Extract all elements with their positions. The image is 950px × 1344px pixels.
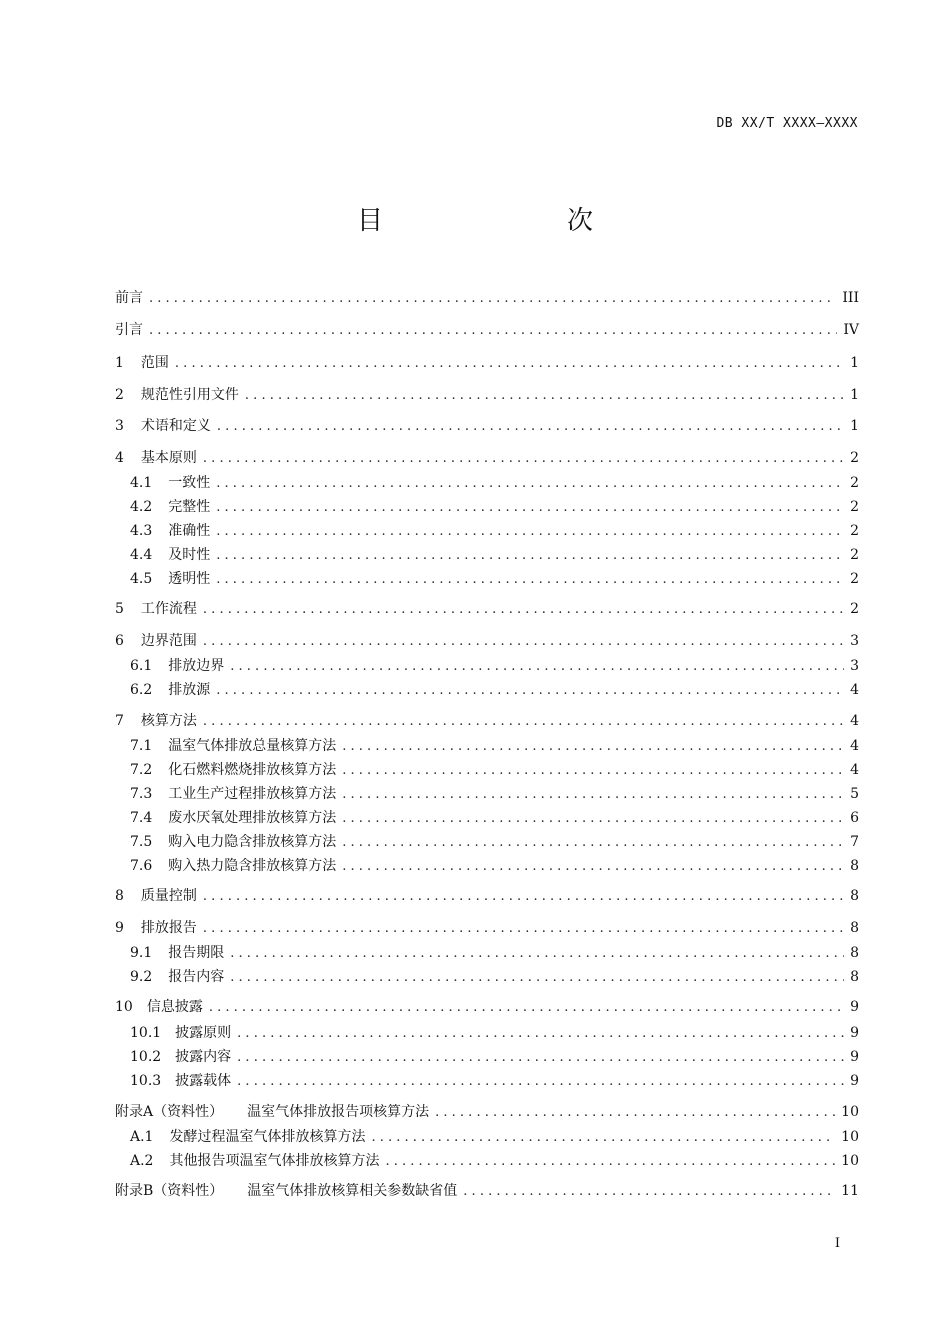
toc-entry[interactable]: [130, 759, 859, 781]
toc-entry[interactable]: [130, 1126, 859, 1148]
toc-dot-leader: [230, 946, 844, 961]
toc-entry-label: 透明性: [168, 571, 211, 587]
toc-entry-number: 10: [115, 999, 133, 1015]
toc-entry-page: 8: [850, 888, 859, 904]
toc-entry-label: 排放报告: [140, 920, 197, 936]
toc-entry-page: 2: [850, 601, 859, 617]
toc-entry-page: 6: [850, 810, 859, 826]
toc-entry-number: 7.5: [130, 834, 153, 850]
toc-dot-leader: [463, 1184, 835, 1199]
toc-dot-leader: [245, 388, 844, 403]
toc-entry-number: 7.3: [130, 786, 153, 802]
toc-dot-leader: [216, 524, 844, 539]
toc-dot-leader: [342, 763, 844, 778]
toc-dot-leader: [342, 859, 844, 874]
toc-entry-number: 2: [115, 387, 124, 403]
toc-dot-leader: [342, 811, 844, 826]
toc-entry-page: 1: [850, 355, 859, 371]
toc-entry-label: 购入热力隐含排放核算方法: [168, 858, 337, 874]
toc-entry-label: 排放源: [168, 682, 211, 698]
toc-dot-leader: [149, 323, 837, 338]
toc-entry-label: 发酵过程温室气体排放核算方法: [169, 1129, 366, 1145]
toc-entry-label: 温室气体排放核算相关参数缺省值: [247, 1183, 458, 1199]
toc-entry-page: 2: [850, 499, 859, 515]
toc-entry-label: 边界范围: [140, 633, 197, 649]
toc-entry-number: 4.1: [130, 475, 153, 491]
toc-entry-label: 范围: [140, 355, 169, 371]
toc-entry[interactable]: [115, 287, 859, 309]
toc-entry-page: 9: [850, 999, 859, 1015]
toc-entry-page: 3: [850, 658, 859, 674]
toc-dot-leader: [149, 291, 836, 306]
toc-entry-page: 3: [850, 633, 859, 649]
toc-entry[interactable]: [115, 917, 859, 939]
toc-entry-page: 5: [850, 786, 859, 802]
toc-entry-label: 引言: [115, 322, 143, 338]
toc-entry[interactable]: [130, 783, 859, 805]
toc-entry-page: 4: [850, 738, 859, 754]
toc-entry-number: 8: [115, 888, 124, 904]
toc-entry[interactable]: [115, 598, 859, 620]
toc-entry-page: 2: [850, 547, 859, 563]
toc-entry-label: 化石燃料燃烧排放核算方法: [168, 762, 337, 778]
toc-entry-number: 9: [115, 920, 124, 936]
toc-entry[interactable]: [130, 1046, 859, 1068]
document-code: DB XX/T XXXX—XXXX: [716, 116, 858, 131]
toc-entry[interactable]: [115, 710, 859, 732]
toc-entry-label: 基本原则: [140, 450, 197, 466]
toc-dot-leader: [237, 1026, 844, 1041]
toc-entry-number: 6: [115, 633, 124, 649]
toc-entry[interactable]: [115, 885, 859, 907]
toc-entry-label: 披露内容: [175, 1049, 232, 1065]
toc-dot-leader: [216, 572, 844, 587]
toc-entry-number: 10.2: [130, 1049, 162, 1065]
toc-entry-page: 2: [850, 523, 859, 539]
toc-entry-page: III: [842, 290, 859, 306]
toc-entry[interactable]: [130, 735, 859, 757]
toc-entry-number: 7.4: [130, 810, 153, 826]
toc-entry[interactable]: [130, 1150, 859, 1172]
toc-entry-label: 规范性引用文件: [140, 387, 239, 403]
toc-entry-page: 8: [850, 858, 859, 874]
toc-entry-page: 9: [850, 1025, 859, 1041]
toc-entry[interactable]: [115, 319, 859, 341]
toc-dot-leader: [203, 889, 844, 904]
toc-entry-number: 10.3: [130, 1073, 162, 1089]
toc-entry-label: 工作流程: [140, 601, 197, 617]
toc-entry-number: 4.2: [130, 499, 153, 515]
toc-entry-number: 7.6: [130, 858, 153, 874]
toc-entry-page: 10: [841, 1153, 859, 1169]
toc-dot-leader: [216, 548, 844, 563]
toc-dot-leader: [203, 602, 844, 617]
toc-entry-page: 8: [850, 969, 859, 985]
toc-entry-label: 其他报告项温室气体排放核算方法: [169, 1153, 380, 1169]
toc-entry-label: 购入电力隐含排放核算方法: [168, 834, 337, 850]
toc-entry-label: 排放边界: [168, 658, 225, 674]
toc-dot-leader: [230, 659, 844, 674]
toc-entry-label: 准确性: [168, 523, 211, 539]
toc-entry-number: 7.1: [130, 738, 153, 754]
toc-entry-page: 4: [850, 682, 859, 698]
toc-entry[interactable]: [130, 1022, 859, 1044]
toc-dot-leader: [216, 500, 844, 515]
toc-entry-label: 温室气体排放报告项核算方法: [247, 1104, 430, 1120]
toc-entry-number: 9.2: [130, 969, 153, 985]
toc-entry[interactable]: [130, 496, 859, 518]
toc-entry-label: 信息披露: [146, 999, 203, 1015]
toc-entry[interactable]: [130, 966, 859, 988]
toc-entry[interactable]: [130, 568, 859, 590]
toc-entry-number: 6.1: [130, 658, 153, 674]
toc-entry-page: 2: [850, 450, 859, 466]
toc-entry-number: 4.5: [130, 571, 153, 587]
toc-entry[interactable]: [115, 996, 859, 1018]
toc-dot-leader: [203, 451, 844, 466]
toc-entry-number: 3: [115, 418, 124, 434]
toc-entry[interactable]: [130, 855, 859, 877]
toc-entry[interactable]: [115, 384, 859, 406]
toc-entry[interactable]: [130, 942, 859, 964]
toc-dot-leader: [175, 356, 844, 371]
toc-entry-number: 6.2: [130, 682, 153, 698]
toc-entry-page: 9: [850, 1049, 859, 1065]
toc-entry-page: 10: [841, 1129, 859, 1145]
toc-entry-page: 8: [850, 920, 859, 936]
page-title: 目 次: [356, 206, 637, 236]
toc-entry-number: 附录A（资料性）: [115, 1104, 224, 1120]
toc-entry-label: 完整性: [168, 499, 211, 515]
toc-dot-leader: [385, 1154, 835, 1169]
toc-entry-label: 工业生产过程排放核算方法: [168, 786, 337, 802]
toc-dot-leader: [203, 921, 844, 936]
toc-dot-leader: [342, 787, 844, 802]
toc-entry[interactable]: [130, 472, 859, 494]
toc-entry[interactable]: [130, 544, 859, 566]
toc-dot-leader: [342, 835, 844, 850]
toc-entry-page: 2: [850, 475, 859, 491]
toc-entry-number: A.2: [130, 1153, 154, 1169]
toc-entry-page: 7: [850, 834, 859, 850]
toc-entry-page: 11: [841, 1183, 859, 1199]
toc-entry[interactable]: [115, 447, 859, 469]
toc-entry-page: 10: [841, 1104, 859, 1120]
toc-entry-page: 1: [850, 418, 859, 434]
toc-entry-label: 废水厌氧处理排放核算方法: [168, 810, 337, 826]
toc-entry[interactable]: [130, 831, 859, 853]
toc-entry-number: 7: [115, 713, 124, 729]
toc-entry-number: 4.4: [130, 547, 153, 563]
toc-dot-leader: [217, 419, 844, 434]
toc-dot-leader: [342, 739, 844, 754]
toc-entry-page: 2: [850, 571, 859, 587]
toc-entry-label: 温室气体排放总量核算方法: [168, 738, 337, 754]
toc-dot-leader: [209, 1000, 844, 1015]
toc-entry-label: 一致性: [168, 475, 211, 491]
toc-entry-label: 核算方法: [140, 713, 197, 729]
toc-entry-number: 4.3: [130, 523, 153, 539]
toc-entry[interactable]: [115, 415, 859, 437]
toc-entry[interactable]: [130, 655, 859, 677]
toc-entry-number: 附录B（资料性）: [115, 1183, 224, 1199]
toc-dot-leader: [371, 1130, 835, 1145]
toc-entry[interactable]: [115, 352, 859, 374]
toc-entry[interactable]: [130, 520, 859, 542]
toc-entry-page: 1: [850, 387, 859, 403]
toc-entry-number: 5: [115, 601, 124, 617]
toc-entry-label: 前言: [115, 290, 143, 306]
page-number: I: [834, 1236, 840, 1251]
toc-entry[interactable]: [115, 1180, 859, 1202]
toc-dot-leader: [216, 476, 844, 491]
toc-dot-leader: [203, 634, 844, 649]
toc-entry[interactable]: [130, 679, 859, 701]
toc-entry-page: 8: [850, 945, 859, 961]
toc-dot-leader: [237, 1050, 844, 1065]
toc-dot-leader: [230, 970, 844, 985]
toc-dot-leader: [203, 714, 844, 729]
toc-entry-number: A.1: [130, 1129, 154, 1145]
toc-entry-number: 7.2: [130, 762, 153, 778]
toc-entry[interactable]: [130, 807, 859, 829]
toc-entry-label: 披露原则: [175, 1025, 232, 1041]
toc-entry-number: 1: [115, 355, 124, 371]
toc-entry-label: 质量控制: [140, 888, 197, 904]
toc-entry-page: IV: [843, 322, 859, 338]
toc-entry-label: 报告内容: [168, 969, 225, 985]
toc-entry-page: 9: [850, 1073, 859, 1089]
toc-entry[interactable]: [115, 630, 859, 652]
toc-entry[interactable]: [130, 1070, 859, 1092]
toc-entry-page: 4: [850, 762, 859, 778]
toc-entry-number: 10.1: [130, 1025, 162, 1041]
toc-dot-leader: [237, 1074, 844, 1089]
toc-entry[interactable]: [115, 1101, 859, 1123]
toc-dot-leader: [216, 683, 844, 698]
toc-entry-label: 披露载体: [175, 1073, 232, 1089]
toc-entry-page: 4: [850, 713, 859, 729]
toc-entry-number: 9.1: [130, 945, 153, 961]
toc-entry-label: 及时性: [168, 547, 211, 563]
toc-dot-leader: [435, 1105, 835, 1120]
toc-entry-number: 4: [115, 450, 124, 466]
toc-entry-label: 报告期限: [168, 945, 225, 961]
toc-entry-label: 术语和定义: [140, 418, 211, 434]
